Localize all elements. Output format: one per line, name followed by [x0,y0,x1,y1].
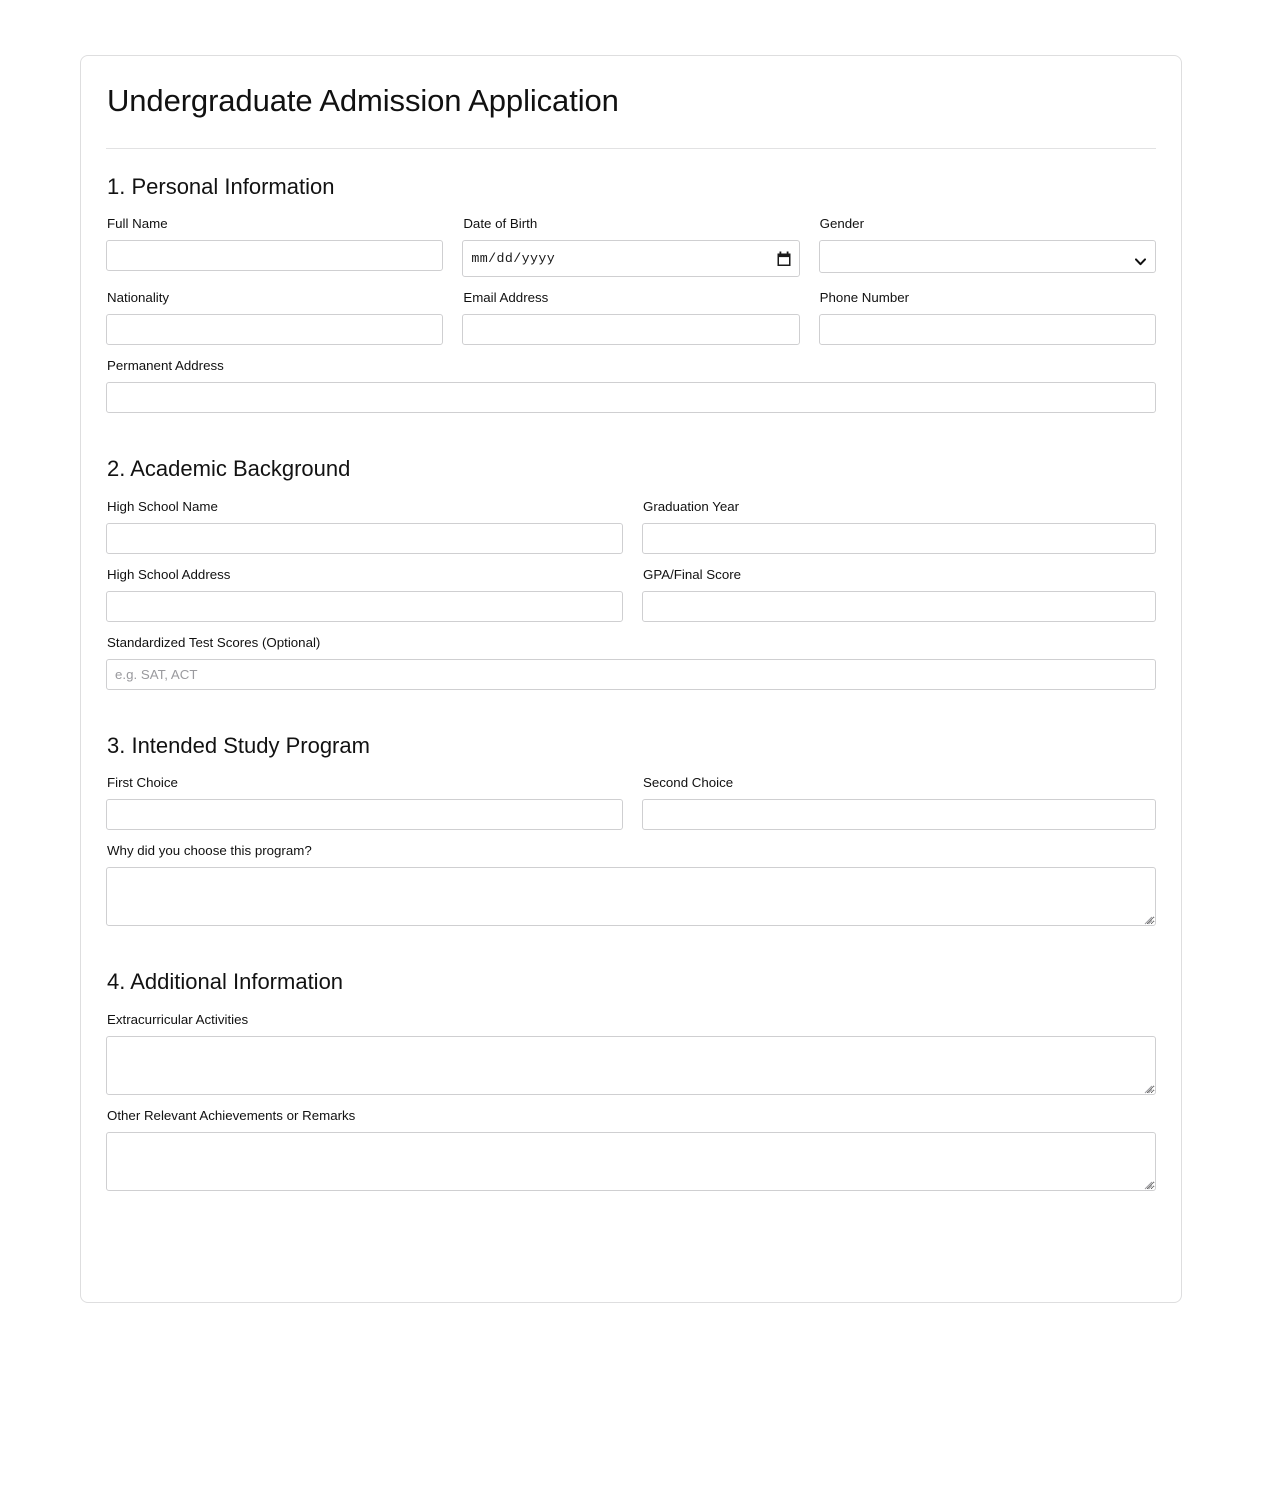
field-label-high-school-name: High School Name [107,498,218,514]
extracurricular-activities-wrapper [106,1036,1156,1095]
field-label-email-address: Email Address [463,290,549,306]
field-full-name [106,215,443,277]
field-label-standardized-test-scores: Standardized Test Scores (Optional) [107,634,321,650]
section-personal-information [106,149,1156,413]
field-why-program [106,842,1156,926]
section-heading-additional-information: 4. Additional Information [107,969,344,995]
application-form-card [80,55,1182,1303]
other-achievements-textarea[interactable] [106,1132,1156,1191]
field-label-phone-number: Phone Number [819,290,910,306]
page-title: Undergraduate Admission Application [107,83,619,118]
form-row [106,357,1156,413]
field-phone-number [819,289,1156,345]
high-school-name-input[interactable] [106,523,623,554]
gender-select-wrapper [819,240,1156,273]
date-of-birth-input[interactable] [462,240,799,277]
phone-number-input[interactable] [819,314,1156,345]
field-nationality [106,289,443,345]
field-label-other-achievements: Other Relevant Achievements or Remarks [107,1107,356,1123]
field-label-nationality: Nationality [107,290,170,306]
gender-select[interactable] [819,240,1156,273]
permanent-address-input[interactable] [106,382,1156,413]
form-row [106,1011,1156,1095]
form-row [106,566,1156,622]
form-body [81,56,1181,1191]
field-label-permanent-address: Permanent Address [107,358,224,374]
field-date-of-birth [462,215,799,277]
section-heading-academic-background: 2. Academic Background [107,456,351,482]
section-intended-study-program [106,708,1156,926]
field-graduation-year [642,498,1156,554]
field-other-achievements [106,1107,1156,1191]
full-name-input[interactable] [106,240,443,271]
why-program-textarea[interactable] [106,867,1156,926]
email-address-input[interactable] [462,314,799,345]
section-academic-background [106,431,1156,689]
form-row [106,842,1156,926]
field-email-address [462,289,799,345]
second-choice-input[interactable] [642,799,1156,830]
field-label-second-choice: Second Choice [643,775,734,791]
field-label-first-choice: First Choice [107,775,178,791]
section-heading-personal-information: 1. Personal Information [107,173,335,199]
section-additional-information [106,944,1156,1190]
section-spacer [106,926,1156,944]
form-row [106,289,1156,345]
field-first-choice [106,774,623,830]
section-spacer [106,690,1156,708]
field-high-school-name [106,498,623,554]
standardized-test-scores-input[interactable] [106,659,1156,690]
first-choice-input[interactable] [106,799,623,830]
field-label-full-name: Full Name [107,216,168,232]
form-row [106,1107,1156,1191]
form-row [106,215,1156,277]
field-label-gender: Gender [819,216,865,232]
high-school-address-input[interactable] [106,591,623,622]
gpa-final-score-input[interactable] [642,591,1156,622]
field-permanent-address [106,357,1156,413]
field-label-extracurricular-activities: Extracurricular Activities [107,1011,249,1027]
field-high-school-address [106,566,623,622]
field-second-choice [642,774,1156,830]
field-extracurricular-activities [106,1011,1156,1095]
field-label-date-of-birth: Date of Birth [463,216,538,232]
field-label-gpa-final-score: GPA/Final Score [643,566,742,582]
section-heading-intended-study-program: 3. Intended Study Program [107,732,370,758]
field-gpa-final-score [642,566,1156,622]
field-label-graduation-year: Graduation Year [643,498,740,514]
field-standardized-test-scores [106,634,1156,690]
other-achievements-wrapper [106,1132,1156,1191]
field-label-why-program: Why did you choose this program? [107,843,312,859]
graduation-year-input[interactable] [642,523,1156,554]
field-label-high-school-address: High School Address [107,566,231,582]
section-spacer [106,413,1156,431]
nationality-input[interactable] [106,314,443,345]
date-of-birth-wrapper [462,240,799,277]
form-row [106,634,1156,690]
form-row [106,498,1156,554]
extracurricular-activities-textarea[interactable] [106,1036,1156,1095]
field-gender [819,215,1156,277]
form-row [106,774,1156,830]
why-program-wrapper [106,867,1156,926]
